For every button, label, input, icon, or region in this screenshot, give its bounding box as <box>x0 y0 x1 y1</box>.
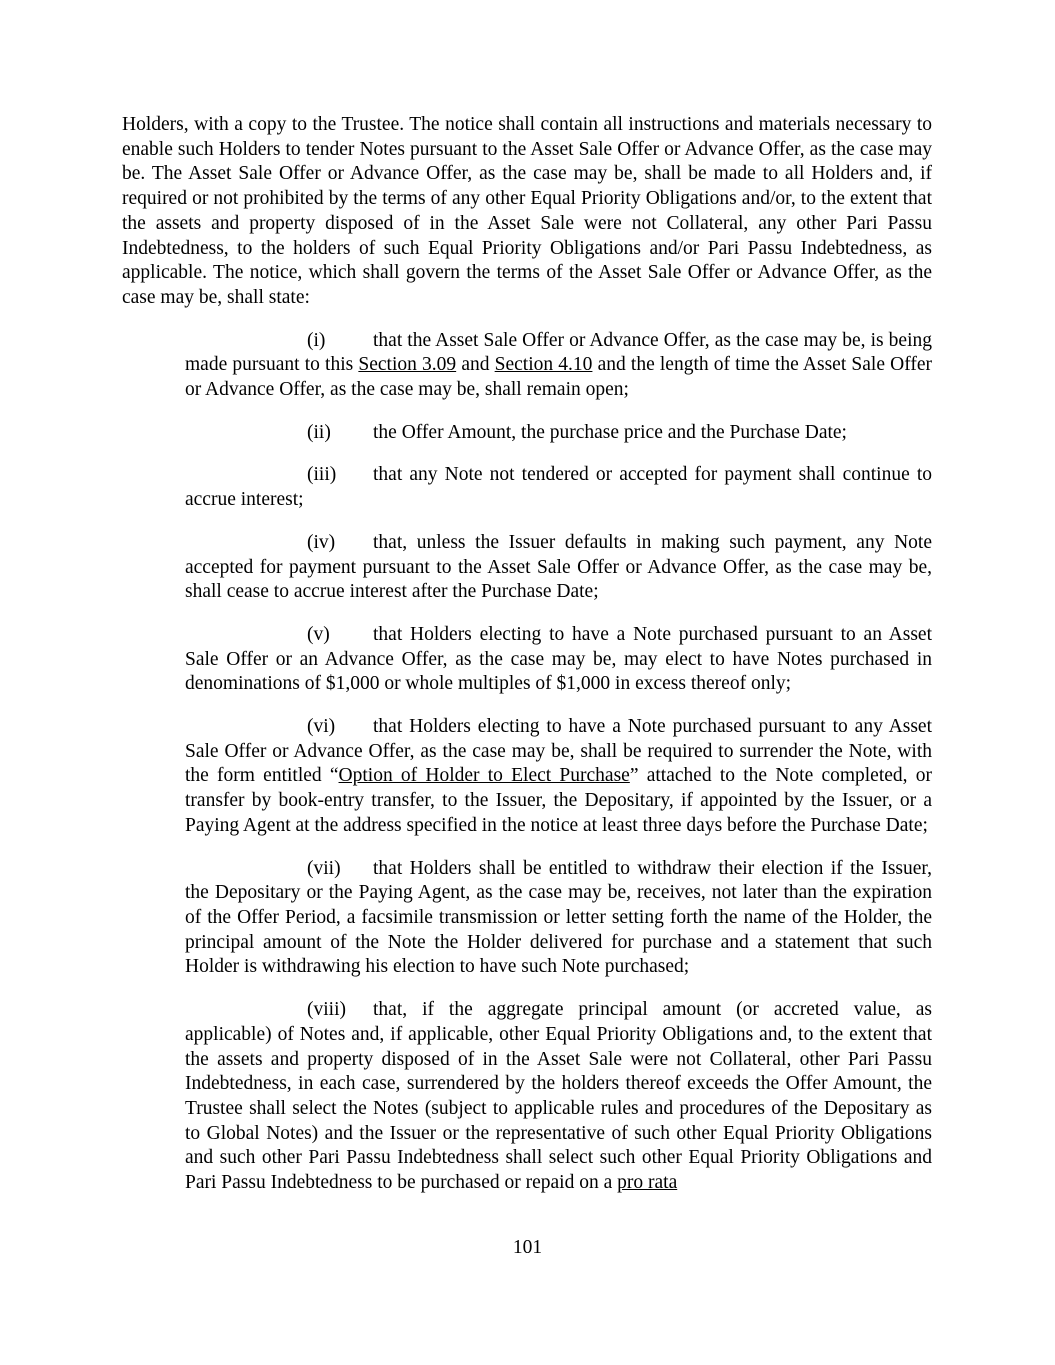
list-item-marker: (viii) <box>307 999 346 1021</box>
text-segment: that, if the aggregate principal amount (or accreted value, as applicable) of Notes and, if applicable, other Equal Priority Obligations and, to the extent that the assets and property disposed of in the Asset Sale were not Collateral, other Pari Passu Indebtedness, in each case, surrendered by the holders thereof exceeds the Offer Amount, the Trustee shall select the Notes (subject to applicable rules and procedures of the Depositary as to Global Notes) and the Issuer or the representative of such other Equal Priority Obligations and such other Pari Passu Indebtedness shall select such other Equal Priority Obligations and Pari Passu Indebtedness to be purchased or repaid on a <box>185 999 932 1194</box>
list-item-marker: (iii) <box>307 464 337 486</box>
underlined-text: Section 4.10 <box>494 354 593 376</box>
numbered-list <box>122 329 932 1196</box>
list-item-marker: (iv) <box>307 531 336 553</box>
list-item-marker: (i) <box>307 329 326 351</box>
list-item <box>185 421 932 446</box>
text-segment: that Holders electing to have a Note purchased pursuant to any Asset Sale Offer or Advance Offer, as the case may be, shall be required to surrender the Note, with the form entitled “ <box>185 716 932 787</box>
text-segment: that Holders shall be entitled to withdraw their election if the Issuer, the Depositary or the Paying Agent, as the case may be, receives, not later than the expiration of the Offer Period, a facsimile transmission or letter setting forth the name of the Holder, the principal amount of the Note the Holder delivered for purchase and a statement that such Holder is withdrawing his election to have such Note purchased; <box>185 857 932 978</box>
intro-paragraph <box>122 113 932 311</box>
document-body <box>122 113 932 1214</box>
list-item <box>185 463 932 512</box>
page-number: 101 <box>512 1237 543 1258</box>
list-item-marker: (vii) <box>307 857 341 879</box>
list-item-marker: (vi) <box>307 716 336 738</box>
list-item-marker: (v) <box>307 623 330 645</box>
text-segment: Holders, with a copy to the Trustee. The notice shall contain all instructions and materials necessary to enable such Holders to tender Notes pursuant to the Asset Sale Offer or Advance Offer, as the case may be. The Asset Sale Offer or Advance Offer, as the case may be, shall be made to all Holders and, if required or not prohibited by the terms of any other Equal Priority Obligations and/or, to the extent that the assets and property disposed of in the Asset Sale were not Collateral, any other Pari Passu Indebtedness, to the holders of such Equal Priority Obligations and/or Pari Passu Indebtedness, as applicable. The notice, which shall govern the terms of the Asset Sale Offer or Advance Offer, as the case may be, shall state: <box>122 114 932 308</box>
text-segment: that, unless the Issuer defaults in making such payment, any Note accepted for payment pursuant to the Asset Sale Offer or Advance Offer, as the case may be, shall cease to accrue interest after the Purchase Date; <box>185 531 932 603</box>
underlined-text: Section 3.09 <box>358 354 457 376</box>
list-item <box>185 857 932 981</box>
text-segment: that any Note not tendered or accepted for payment shall continue to accrue interest; <box>185 464 932 511</box>
text-segment: and <box>456 354 495 376</box>
list-item <box>185 715 932 839</box>
list-item <box>185 531 932 605</box>
text-segment: that Holders electing to have a Note purchased pursuant to an Asset Sale Offer or an Advance Offer, as the case may be, may elect to have Notes purchased in denominations of $1,000 or whole multiples of $1,000 in excess thereof only; <box>185 623 932 695</box>
text-segment: the Offer Amount, the purchase price and the Purchase Date; <box>373 421 847 443</box>
list-item <box>185 998 932 1196</box>
text-segment: ” attached to the Note completed, or transfer by book-entry transfer, to the Issuer, the Depositary, if appointed by the Issuer, or a Paying Agent at the address specified in the notice at least three days before the Purchase Date; <box>185 765 932 836</box>
list-item <box>185 329 932 403</box>
text-segment: that the Asset Sale Offer or Advance Offer, as the case may be, is being made pursuant to this <box>185 329 932 376</box>
list-item-marker: (ii) <box>307 421 331 443</box>
underlined-text: Option of Holder to Elect Purchase <box>338 765 630 787</box>
list-item <box>185 623 932 697</box>
text-segment: and the length of time the Asset Sale Offer or Advance Offer, as the case may be, shall remain open; <box>185 354 932 401</box>
underlined-text: pro rata <box>617 1172 678 1194</box>
